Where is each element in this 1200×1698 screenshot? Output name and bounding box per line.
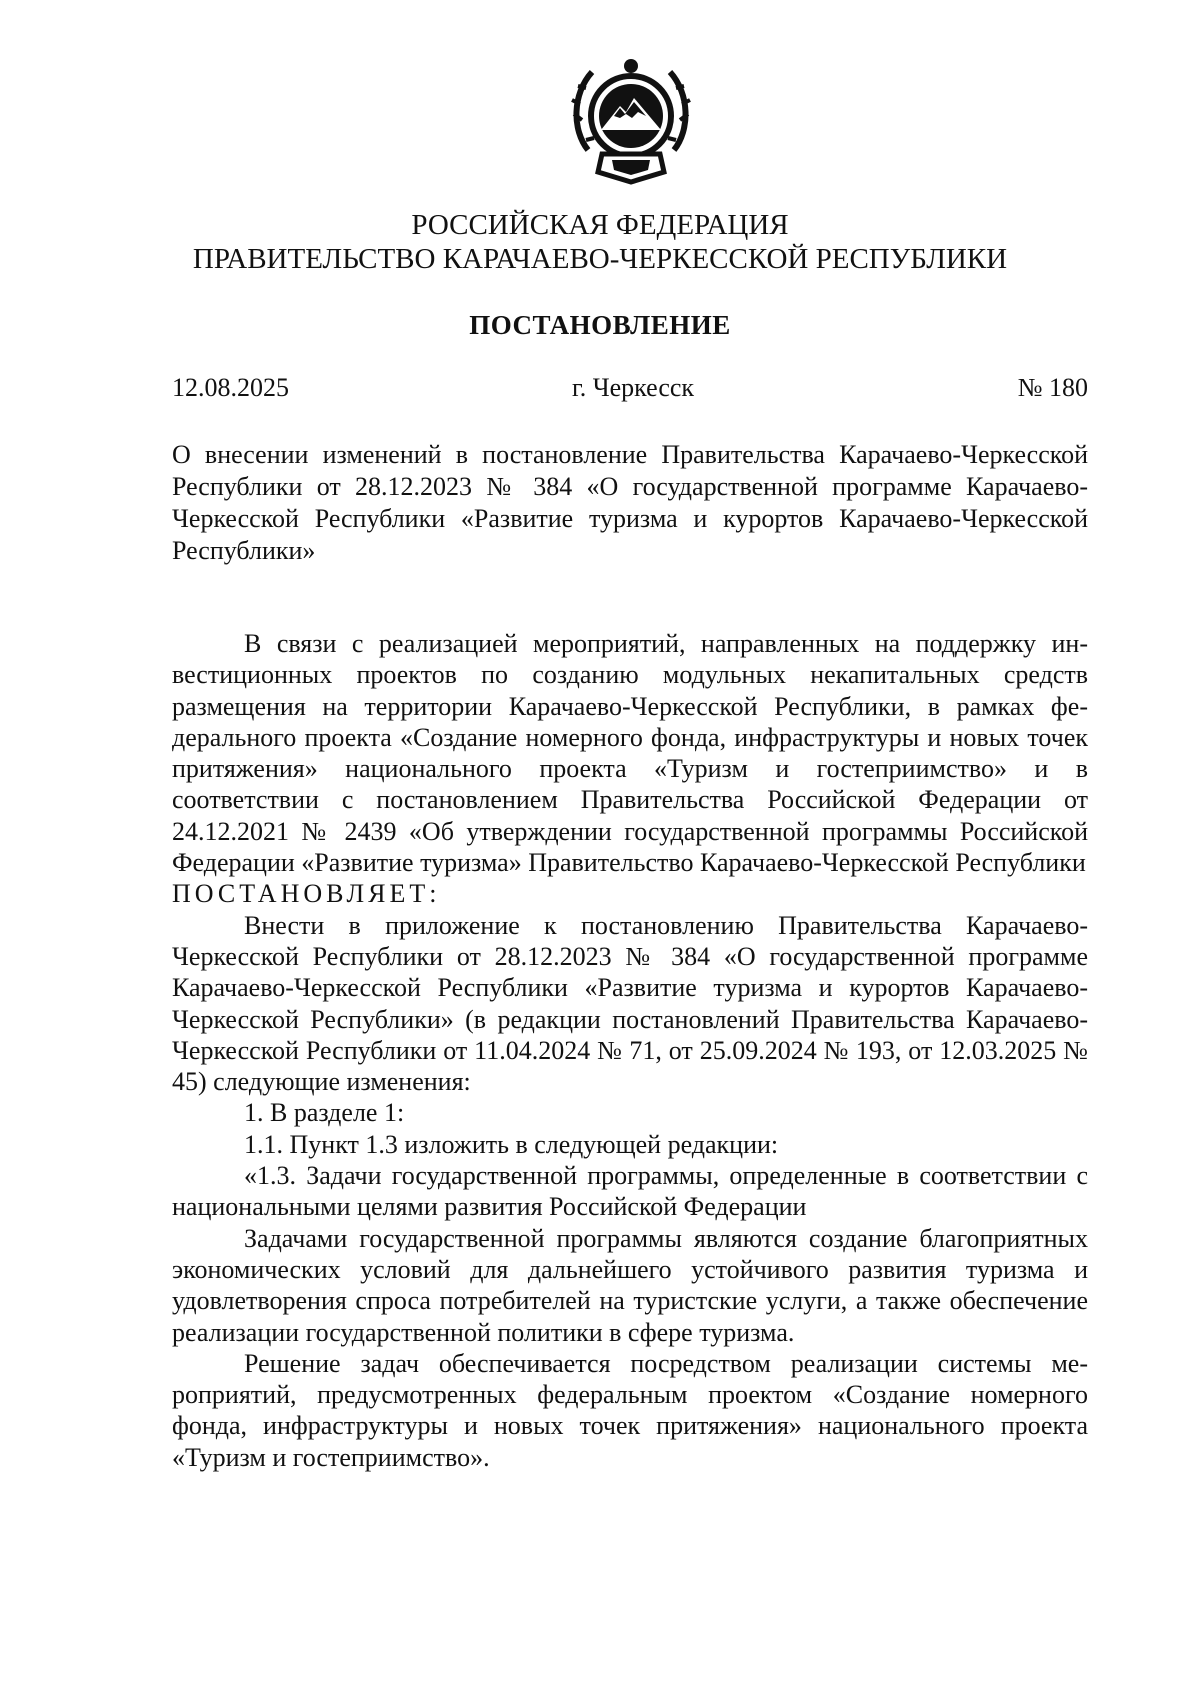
document-body [172,628,1088,1473]
document-subject: О внесении изменений в постановление Правительства Карачаево-Черкесской Республики от 28.12.2023 № 384 «О государственной программе Карачаево-Черкесской Республики «Развитие туризма и курортов Карачаево-Черкесской Республики» [172,440,1088,565]
header-country: РОССИЙСКАЯ ФЕДЕРАЦИЯ [411,209,789,241]
body-paragraph-4: «1.3. Задачи государственной программы, определенные в соответствии с национальными целями развития Российской Федерации [172,1161,1088,1222]
body-paragraph-5: Задачами государственной программы являются создание благоприятных экономических условий для дальнейшего устойчивого развития туризма и удовлетворения спроса потребителей на туристские услуги, а также обеспечение реализации государственной политики в сфере туризма. [172,1223,1088,1347]
body-paragraph-2: 1. В разделе 1: [244,1098,405,1128]
document-header [120,208,1080,276]
body-paragraph-3: 1.1. Пункт 1.3 изложить в следующей редакции: [244,1129,779,1159]
document-title: ПОСТАНОВЛЕНИЕ [469,310,731,340]
coat-of-arms-emblem [568,50,694,188]
document-city: г. Черкесск [572,373,695,402]
body-paragraph-6: Решение задач обеспечивается посредством реализации системы мероприятий, предусмотренных федеральным проектом «Создание номерного фонда, инфраструктуры и новых точек притяжения» национального проекта «Туризм и гостеприимство». [172,1348,1088,1472]
header-government: ПРАВИТЕЛЬСТВО КАРАЧАЕВО-ЧЕРКЕССКОЙ РЕСПУБЛИКИ [192,243,1008,275]
document-date: 12.08.2025 [172,373,289,402]
preamble-paragraph: В связи с реализацией мероприятий, направленных на поддержку инвестиционных проектов по созданию модульных некапитальных средств размещения на территории Карачаево-Черкесской Республики, в рамках федерального проекта «Создание номерного фонда, инфраструктуры и новых точек притяжения» национального проекта «Туризм и гостеприимство» и в соответствии с постановлением Правительства Российской Федерации от 24.12.2021 № 2439 «Об утверждении государственной программы Российской Федерации «Развитие туризма» Правительство Карачаево-Черкесской Республики [172,629,1088,878]
document-number: № 180 [1017,373,1088,402]
document-meta [172,373,1088,407]
resolve-heading: ПОСТАНОВЛЯЕТ: [172,879,441,909]
body-paragraph-1: Внести в приложение к постановлению Правительства Карачаево-Черкесской Республики от 28.12.2023 № 384 «О государственной программе Карачаево-Черкесской Республики «Развитие туризма и курортов Карачаево-Черкесской Республики» (в редакции постановлений Правительства Карачаево-Черкесской Республики от 11.04.2024 № 71, от 25.09.2024 № 193, от 12.03.2025 № 45) следующие изменения: [172,910,1088,1097]
